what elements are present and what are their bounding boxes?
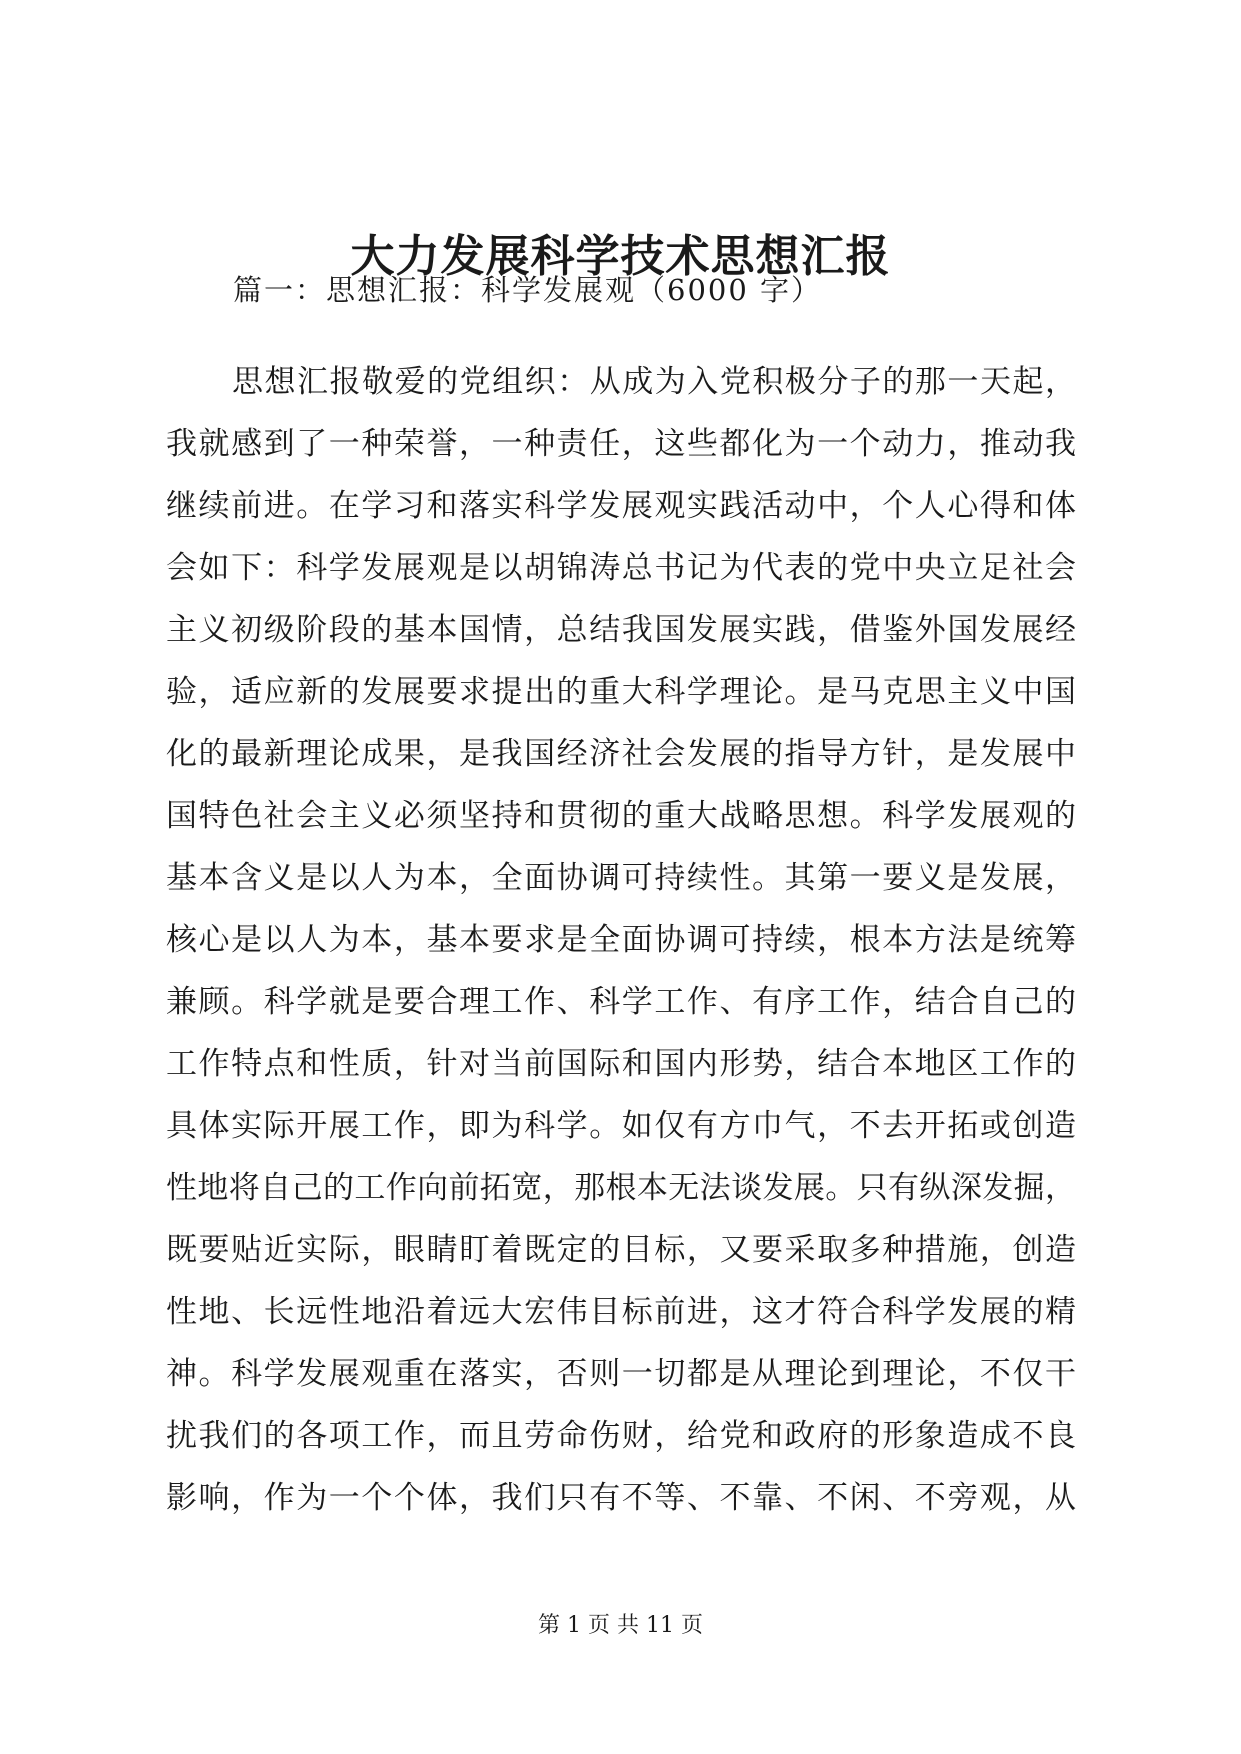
paragraph-line: 核心是以人为本，基本要求是全面协调可持续，根本方法是统筹 bbox=[166, 922, 1076, 958]
paragraph-line: 我就感到了一种荣誉，一种责任，这些都化为一个动力，推动我 bbox=[166, 426, 1076, 462]
paragraph-line: 既要贴近实际，眼睛盯着既定的目标，又要采取多种措施，创造 bbox=[166, 1232, 1076, 1268]
paragraph-line: 扰我们的各项工作，而且劳命伤财，给党和政府的形象造成不良 bbox=[166, 1418, 1076, 1454]
paragraph-line: 兼顾。科学就是要合理工作、科学工作、有序工作，结合自己的 bbox=[166, 984, 1076, 1020]
paragraph-line: 主义初级阶段的基本国情，总结我国发展实践，借鉴外国发展经 bbox=[166, 612, 1076, 648]
paragraph-line: 基本含义是以人为本，全面协调可持续性。其第一要义是发展， bbox=[166, 860, 1076, 896]
paragraph-line: 性地将自己的工作向前拓宽，那根本无法谈发展。只有纵深发掘， bbox=[166, 1170, 1076, 1206]
document-title: 大力发展科学技术思想汇报 bbox=[350, 231, 891, 282]
paragraph-line: 性地、长远性地沿着远大宏伟目标前进，这才符合科学发展的精 bbox=[166, 1294, 1076, 1330]
paragraph-line: 影响，作为一个个体，我们只有不等、不靠、不闲、不旁观，从 bbox=[166, 1480, 1076, 1516]
body-paragraph bbox=[166, 351, 1076, 1529]
paragraph-line: 化的最新理论成果，是我国经济社会发展的指导方针，是发展中 bbox=[166, 736, 1076, 772]
paragraph-line: 思想汇报敬爱的党组织：从成为入党积极分子的那一天起， bbox=[232, 364, 1076, 400]
page-number-footer: 第 1 页 共 11 页 bbox=[538, 1613, 703, 1638]
paragraph-line: 继续前进。在学习和落实科学发展观实践活动中，个人心得和体 bbox=[166, 488, 1076, 524]
paragraph-line: 国特色社会主义必须坚持和贯彻的重大战略思想。科学发展观的 bbox=[166, 798, 1076, 834]
paragraph-line: 验，适应新的发展要求提出的重大科学理论。是马克思主义中国 bbox=[166, 674, 1076, 710]
paragraph-line: 具体实际开展工作，即为科学。如仅有方巾气，不去开拓或创造 bbox=[166, 1108, 1076, 1144]
paragraph-line: 会如下：科学发展观是以胡锦涛总书记为代表的党中央立足社会 bbox=[166, 550, 1076, 586]
paragraph-line: 工作特点和性质，针对当前国际和国内形势，结合本地区工作的 bbox=[166, 1046, 1076, 1082]
section-heading: 篇一：思想汇报：科学发展观（6000 字） bbox=[233, 273, 823, 307]
paragraph-line: 神。科学发展观重在落实，否则一切都是从理论到理论，不仅干 bbox=[166, 1356, 1076, 1392]
